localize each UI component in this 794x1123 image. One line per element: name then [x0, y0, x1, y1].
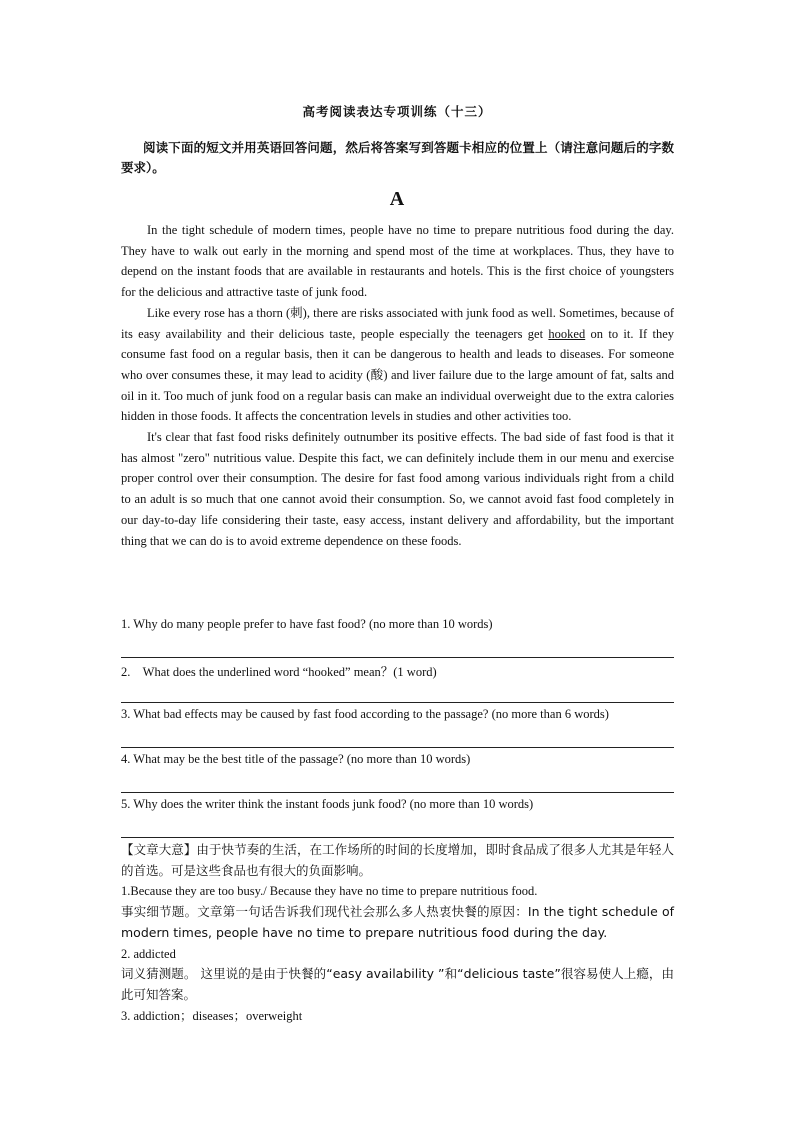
- passage-p2-text-before: Like every rose has a thorn (刺), there are risks associated with junk food as well. Sometimes, because of its easy availability and their delicious taste, people especially the teenagers get: [121, 305, 674, 341]
- answer-2-explanation: 词义猜测题。 这里说的是由于快餐的“easy availability ”和“delicious taste”很容易使人上瘾，由此可知答案。: [121, 966, 674, 1002]
- answer-section: [121, 840, 674, 1026]
- question-item: [121, 797, 674, 842]
- answer-line[interactable]: [121, 837, 674, 838]
- page-title: 高考阅读表达专项训练（十三）: [302, 104, 492, 119]
- answer-line[interactable]: [121, 792, 674, 793]
- question-text: 1. Why do many people prefer to have fast food? (no more than 10 words): [121, 617, 493, 631]
- passage-p2-text-after: on to it. If they consume fast food on a regular basis, then it can be dangerous to health and leads to diseases. For someone who over consumes these, it may lead to acidity (酸) and liver failure due to the large amount of fat, salts and oil in it. Too much of junk food on a regular basis can make an individual overweight due to the extra calories hidden in those foods. It affects the concentration levels in studies and other activities too.: [121, 326, 675, 424]
- answer-2: 2. addicted: [121, 946, 176, 961]
- question-text: 2. What does the underlined word “hooked” mean？(1 word): [121, 665, 437, 679]
- answer-1: 1.Because they are too busy./ Because they have no time to prepare nutritious food.: [121, 884, 538, 899]
- question-list: [121, 617, 674, 842]
- passage-paragraph-3: It's clear that fast food risks definitely outnumber its positive effects. The bad side of fast food is that it has almost "zero" nutritious value. Despite this fact, we can definitely include them in our menu and exercise proper control over their consumption. The desire for fast food among various individuals right from a child to an adult is so much that one cannot avoid their consumption. So, we cannot avoid fast food completely in our day-to-day life considering their taste, easy access, instant delivery and affordability, but the important thing that we can do is to avoid extreme dependence on these foods.: [121, 430, 674, 548]
- passage-summary: 【文章大意】由于快节奏的生活，在工作场所的时间的长度增加，即时食品成了很多人尤其是年轻人的首选。可是这些食品也有很大的负面影响。: [121, 842, 674, 878]
- answer-1-explanation: 事实细节题。文章第一句话告诉我们现代社会那么多人热衷快餐的原因：In the tight schedule of modern times, people have no time to prepare nutritious food during the day.: [121, 904, 674, 940]
- instruction-text: 阅读下面的短文并用英语回答问题，然后将答案写到答题卡相应的位置上（请注意问题后的字数要求）。: [121, 140, 674, 175]
- reading-passage: [121, 220, 674, 551]
- passage-paragraph-1: In the tight schedule of modern times, people have no time to prepare nutritious food during the day. They have to walk out early in the morning and spend most of the time at workplaces. Thus, they have to depend on the instant foods that are available in restaurants and hotels. This is the first choice of youngsters for the delicious and attractive taste of junk food.: [121, 223, 674, 300]
- question-item: [121, 752, 674, 797]
- answer-line[interactable]: [121, 657, 674, 658]
- question-text: 5. Why does the writer think the instant foods junk food? (no more than 10 words): [121, 797, 534, 811]
- section-letter: A: [389, 188, 405, 210]
- passage-paragraph-2: [121, 303, 674, 427]
- underlined-word: hooked: [548, 326, 586, 341]
- question-text: 4. What may be the best title of the passage? (no more than 10 words): [121, 752, 471, 766]
- answer-3: 3. addiction；diseases；overweight: [121, 1008, 303, 1023]
- question-item: [121, 707, 674, 752]
- question-item: [121, 662, 674, 707]
- question-text: 3. What bad effects may be caused by fast food according to the passage? (no more than 6 words): [121, 707, 609, 721]
- answer-line[interactable]: [121, 702, 674, 703]
- answer-line[interactable]: [121, 747, 674, 748]
- question-item: [121, 617, 674, 662]
